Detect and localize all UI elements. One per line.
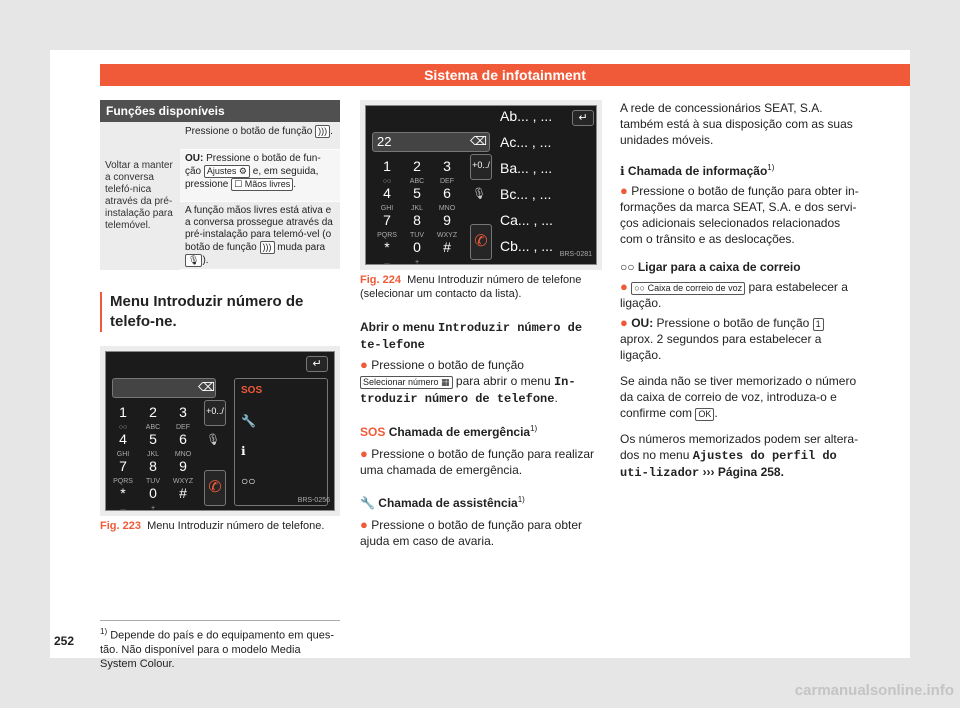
keypad-key-9[interactable]: 9 WXYZ <box>436 212 458 239</box>
contact-list-item[interactable]: Ab... , ... <box>500 108 553 124</box>
keypad-key-4[interactable]: 4 GHI <box>380 185 394 212</box>
voicemail-heading: ○○ Ligar para a caixa de correio <box>620 260 801 274</box>
emergency-heading: SOS Chamada de emergência$^{1)}$ <box>360 424 538 439</box>
keypad-key-0[interactable]: 0 + <box>149 485 157 512</box>
figure-223 <box>100 346 340 516</box>
table-left-label: Voltar a manter a conversa telefó-nica através da pré-instalação para telemóvel. <box>100 122 180 270</box>
contact-list-item[interactable]: Ca... , ... <box>500 212 553 228</box>
contact-list-item[interactable]: Ac... , ... <box>500 134 552 150</box>
figure-223-caption: Fig. 223 Menu Introduzir número de telefone. <box>100 520 325 532</box>
keypad-key-5[interactable]: 5 JKL <box>146 431 160 458</box>
contact-list-item[interactable]: Ba... , ... <box>500 160 553 176</box>
keypad-key-*[interactable]: * ... <box>120 485 126 512</box>
delete-icon[interactable]: ⌫ <box>470 134 487 148</box>
functions-table <box>100 122 340 270</box>
voicemail-step: ● ○○ Caixa de correio de voz para estabelecer a ligação. <box>620 279 848 310</box>
microphone-icon: 🎙 <box>185 254 202 267</box>
table-row-3: A função mãos livres está ativa e a conversa prossegue através da pré-instalação para telemó-vel (o botão de função ))) muda para 🎙 ). <box>180 202 340 270</box>
back-icon[interactable]: ↵ <box>572 110 594 126</box>
keypad-key-2[interactable]: 2 ABC <box>145 404 161 431</box>
keypad-key-7[interactable]: 7 PQRS <box>377 212 397 239</box>
column-right <box>620 100 860 481</box>
contact-list-screen: ↵ 22 ⌫ +0../ ✆ 🎙 Ab... , ... Ac... , ... Ba... , ... Bc... , ... Ca... , ... Cb... , ... BRS-0281 1 ○○ 2 ABC 3 DEF 4 GHI 5 JKL 6 MNO 7 PQRS 8 TUV 9 WXYZ * ... 0 + # <box>365 105 597 265</box>
voicemail-memorize-text: Se ainda não se tiver memorizado o número da caixa de correio de voz, introduza-o e confirme com OK . <box>620 374 857 420</box>
assistance-step: ● Pressione o botão de função para obter ajuda em caso de avaria. <box>360 517 583 548</box>
keypad-key-*[interactable]: * ... <box>384 239 390 266</box>
open-menu-heading: Abrir o menu Introduzir número de te-lefone <box>360 320 583 352</box>
page <box>50 50 910 670</box>
contact-list-item[interactable]: Cb... , ... <box>500 238 553 254</box>
phone-handsfree-icon: ))) <box>260 241 275 254</box>
keypad-key-4[interactable]: 4 GHI <box>116 431 130 458</box>
keypad-key-#[interactable]: # <box>443 239 451 255</box>
call-list-icon[interactable]: +0../ <box>470 154 492 180</box>
call-list-icon[interactable]: +0../ <box>204 400 226 426</box>
microphone-icon[interactable]: 🎙 <box>206 434 220 446</box>
memorized-numbers-text: Os números memorizados podem ser altera-dos no menu Ajustes do perfil do uti-lizador ››› Página 258. <box>620 432 859 480</box>
keypad-key-3[interactable]: 3 DEF <box>440 158 454 185</box>
select-number-key: Selecionar número ▦ <box>360 376 453 389</box>
table-row-2: OU: Pressione o botão de fun-ção Ajustes ⚙ e, em seguida, pressione ☐ Mãos livres . <box>180 150 340 202</box>
assistance-heading: 🔧 Chamada de assistência$^{1)}$ <box>360 495 525 510</box>
page-number: 252 <box>54 634 75 648</box>
info-icon: ℹ <box>620 164 625 178</box>
sos-button[interactable]: SOS <box>241 385 263 396</box>
assistance-icon[interactable]: 🔧 <box>241 414 256 428</box>
settings-key: Ajustes ⚙ <box>204 165 250 178</box>
information-icon[interactable]: ℹ <box>241 444 246 458</box>
keypad-key-1[interactable]: 1 ○○ <box>382 158 392 185</box>
keypad-key-3[interactable]: 3 DEF <box>176 404 190 431</box>
call-button[interactable]: ✆ <box>204 470 226 506</box>
keypad-key-8[interactable]: 8 TUV <box>410 212 424 239</box>
keypad-key-2[interactable]: 2 ABC <box>409 158 425 185</box>
voicemail-icon[interactable]: ○○ <box>241 474 256 488</box>
back-icon[interactable]: ↵ <box>306 356 328 372</box>
voicemail-icon: ○○ <box>620 260 635 274</box>
figure-224 <box>360 100 602 270</box>
info-step: ● Pressione o botão de função para obter in-formações da marca SEAT, S.A. e dos servi-ços adicionais selecionados relacionados com o trânsito e as deslocações. <box>620 183 859 246</box>
delete-icon[interactable]: ⌫ <box>198 380 215 394</box>
phone-keypad-screen: ↵ ⌫ +0../ ✆ 🎙 SOS 🔧 ℹ ○○ BRS-0256 1 ○○ 2 ABC 3 DEF 4 GHI 5 JKL 6 MNO 7 PQRS 8 TUV 9 WXYZ * ... 0 + # <box>105 351 335 511</box>
keypad-key-5[interactable]: 5 JKL <box>410 185 424 212</box>
watermark: carmanualsonline.info <box>794 682 954 699</box>
table-heading: Funções disponíveis <box>100 100 340 122</box>
wrench-icon: 🔧 <box>360 496 375 510</box>
page-header: Sistema de infotainment <box>100 64 910 86</box>
table-row-1: Pressione o botão de função ))) . <box>180 122 340 150</box>
emergency-step: ● Pressione o botão de função para realizar uma chamada de emergência. <box>360 446 595 477</box>
keypad-key-9[interactable]: 9 WXYZ <box>172 458 194 485</box>
number-1-key: 1 <box>813 318 824 331</box>
column-middle <box>360 100 602 549</box>
column-left <box>100 100 340 533</box>
contact-list-item[interactable]: Bc... , ... <box>500 186 552 202</box>
keypad-key-6[interactable]: 6 MNO <box>438 185 456 212</box>
voicemail-alt-step: ● OU: Pressione o botão de função 1 aprox. 2 segundos para estabelecer a ligação. <box>620 315 860 363</box>
footnote: $^{1)}$ Depende do país e do equipamento em ques-tão. Não disponível para o modelo Media System Colour. <box>100 620 340 671</box>
section-title: Menu Introduzir número de telefo-ne. <box>100 292 340 332</box>
figure-224-caption: Fig. 224 Menu Introduzir número de telefone (selecionar um contacto da lista). <box>360 274 582 300</box>
service-buttons <box>234 378 328 506</box>
microphone-icon[interactable]: 🎙 <box>472 188 486 200</box>
ok-key: OK <box>695 408 714 421</box>
keypad-key-0[interactable]: 0 + <box>413 239 421 266</box>
keypad-key-#[interactable]: # <box>179 485 187 501</box>
info-heading: ℹ Chamada de informação$^{1)}$ <box>620 163 775 178</box>
keypad-key-6[interactable]: 6 MNO <box>174 431 192 458</box>
number-input[interactable]: 22 <box>372 132 490 152</box>
phone-handsfree-icon: ))) <box>315 125 330 138</box>
keypad-key-7[interactable]: 7 PQRS <box>113 458 133 485</box>
keypad-key-1[interactable]: 1 ○○ <box>118 404 128 431</box>
keypad-key-8[interactable]: 8 TUV <box>146 458 160 485</box>
handsfree-key: ☐ Mãos livres <box>231 178 293 191</box>
voicemail-key: ○○ Caixa de correio de voz <box>631 282 745 295</box>
open-menu-step: ● Pressione o botão de função Selecionar número ▦ para abrir o menu In-troduzir número de telefone. <box>360 357 576 406</box>
call-button[interactable]: ✆ <box>470 224 492 260</box>
dealer-network-text: A rede de concessionários SEAT, S.A. também está à sua disposição com as suas unidades móveis. <box>620 101 853 147</box>
